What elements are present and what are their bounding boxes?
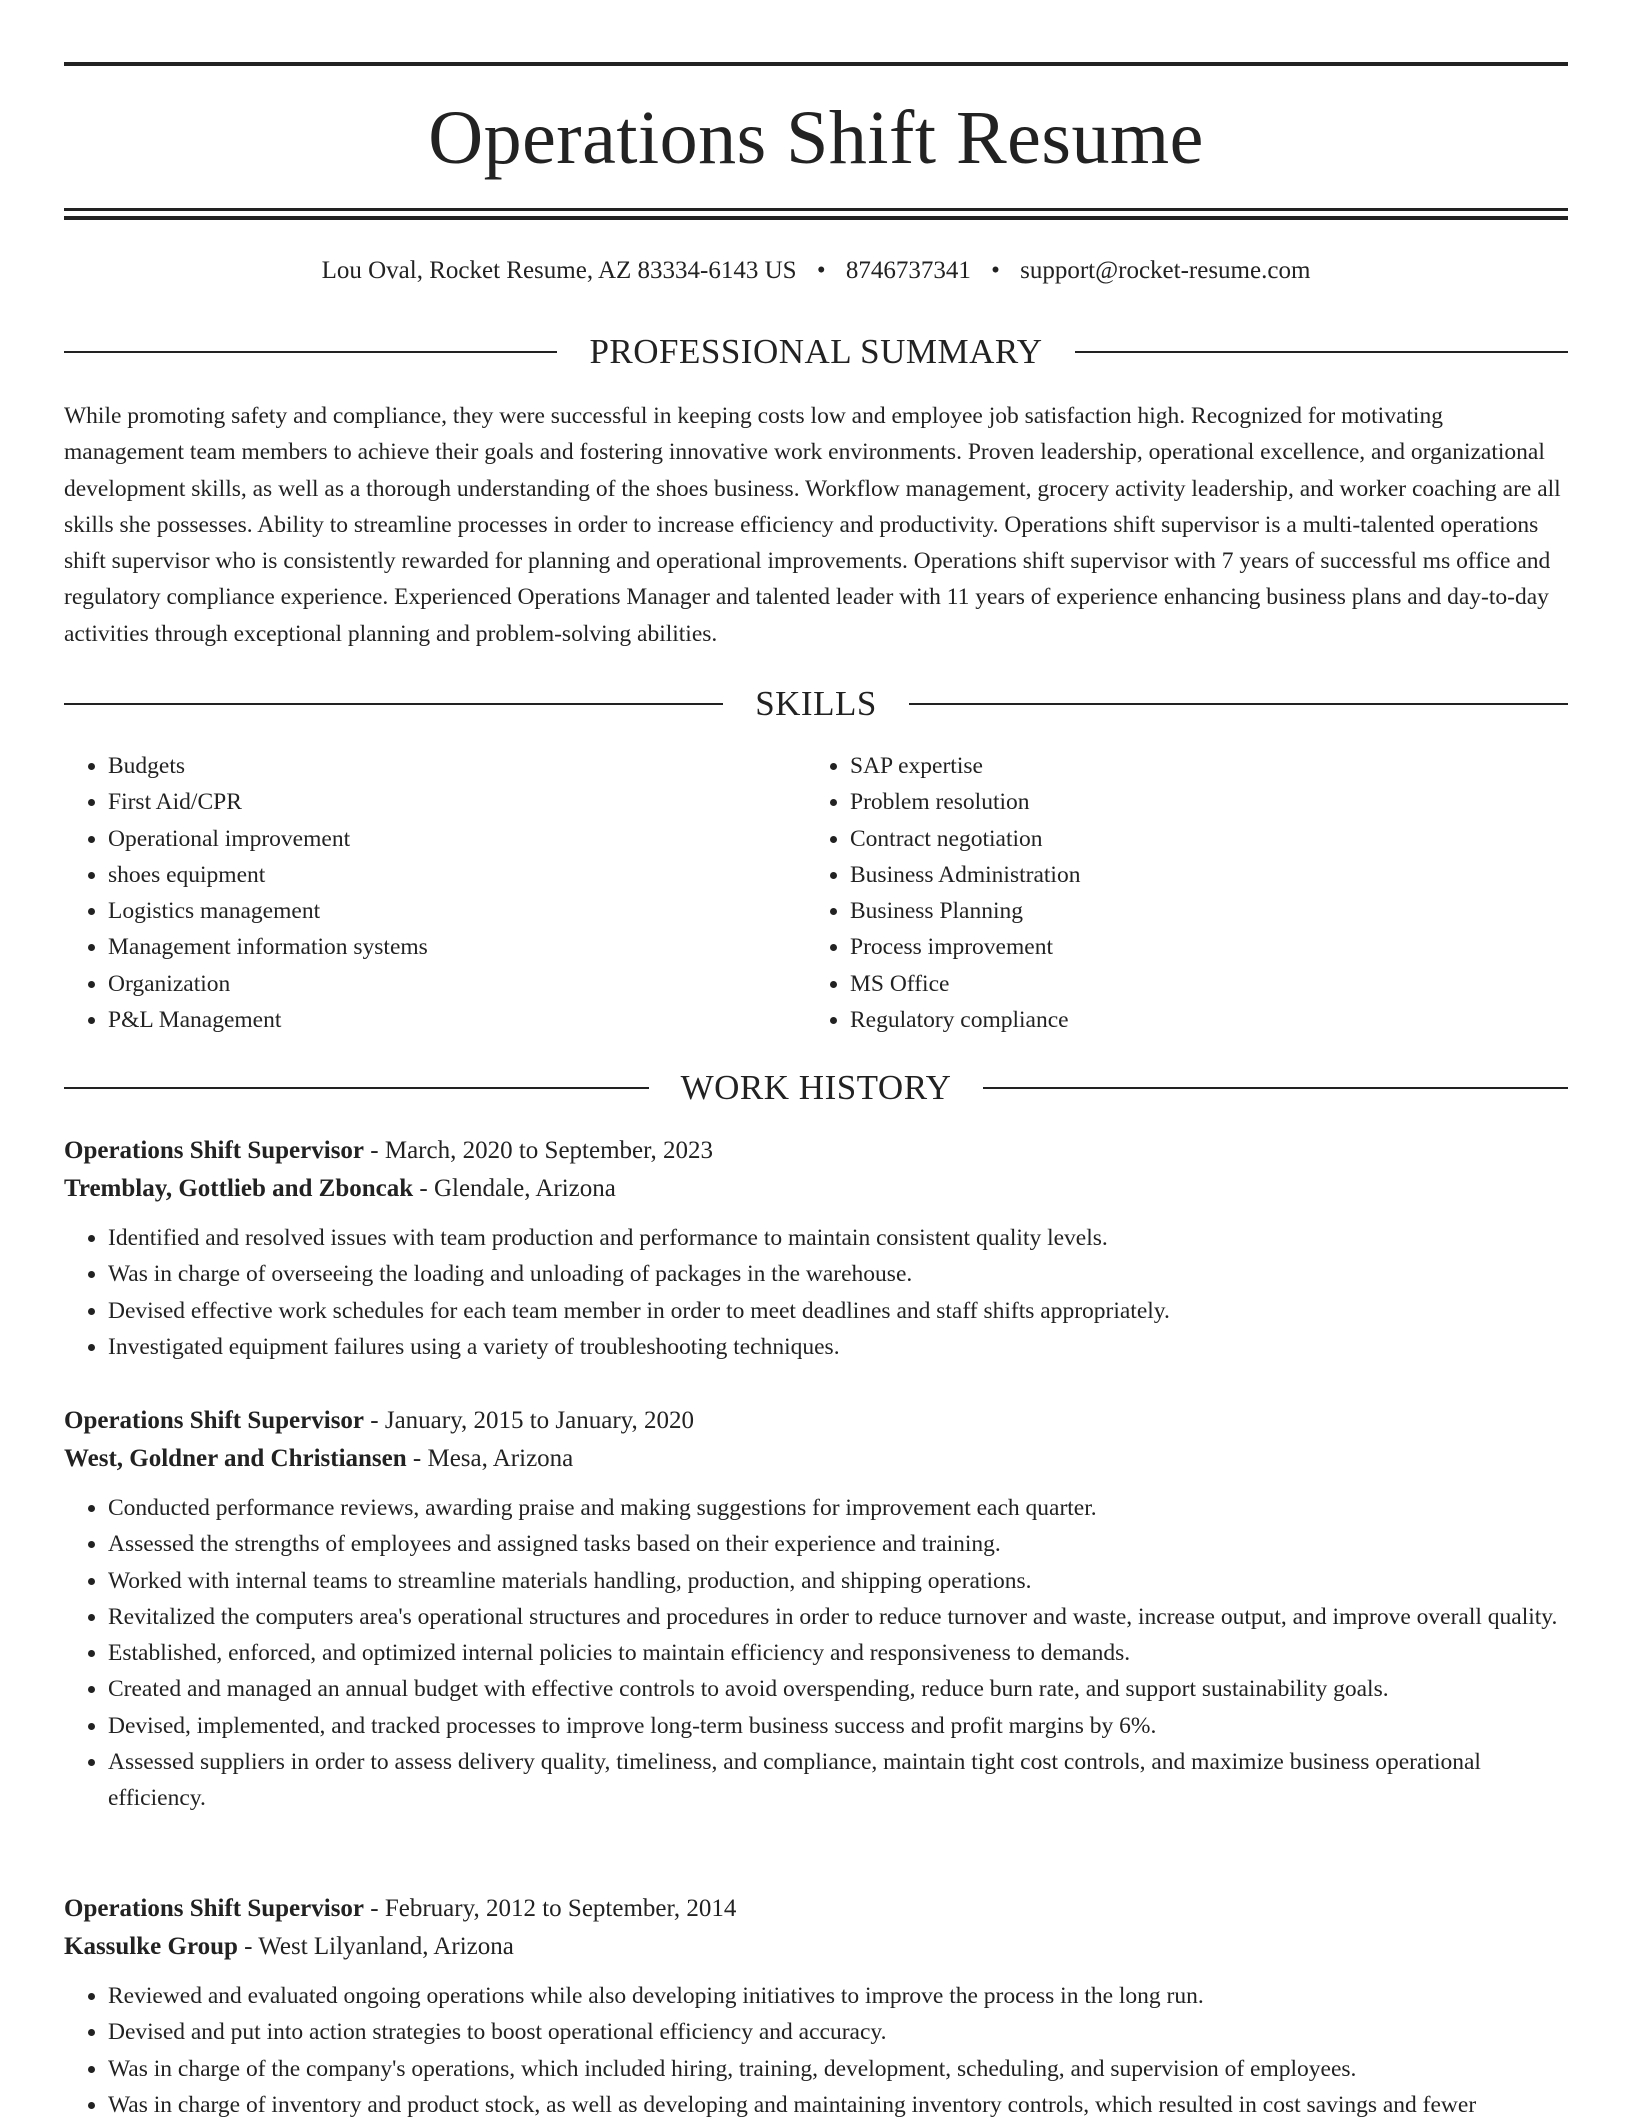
job-title-line: [64, 1132, 1568, 1170]
heading-rule: [983, 1087, 1568, 1089]
skill-item: • Management information systems: [108, 929, 806, 965]
job-company-line: [64, 1440, 1568, 1478]
job-bullet: • Revitalized the computers area's operational structures and procedures in order to reduce turnover and waste, increase output, and improve overall quality.: [108, 1599, 1568, 1635]
job-bullet: • Conducted performance reviews, awarding praise and making suggestions for improvement each quarter.: [108, 1490, 1568, 1526]
skill-item: • Operational improvement: [108, 821, 806, 857]
professional-summary-text: While promoting safety and compliance, they were successful in keeping costs low and employee job satisfaction high. Recognized for motivating management team members to achieve their goals and fostering innovative work environments. Proven leadership, operational excellence, and organizational development skills, as well as a thorough understanding of the shoes business. Workflow management, grocery activity leadership, and worker coaching are all skills she possesses. Ability to streamline processes in order to increase efficiency and productivity. Operations shift supervisor is a multi-talented operations shift supervisor who is consistently rewarded for planning and operational improvements. Operations shift supervisor with 7 years of successful ms office and regulatory compliance experience. Experienced Operations Manager and talented leader with 11 years of experience enhancing business plans and day-to-day activities through exceptional planning and problem-solving abilities.: [64, 403, 1561, 647]
summary-section-heading: [64, 330, 1568, 374]
skill-item: • Logistics management: [108, 893, 806, 929]
skill-item: • P&L Management: [108, 1002, 806, 1038]
job-entry: [64, 1132, 1568, 1365]
job-location: - West Lilyanland, Arizona: [237, 1933, 514, 1960]
job-bullet: • Assessed suppliers in order to assess delivery quality, timeliness, and compliance, maintain tight cost controls, and maximize business operational efficiency.: [108, 1744, 1568, 1817]
skills-heading-label: SKILLS: [755, 684, 877, 723]
job-title-line: [64, 1890, 1568, 1928]
job-bullet: • Was in charge of overseeing the loading and unloading of packages in the warehouse.: [108, 1256, 1568, 1292]
heading-rule: [1075, 351, 1568, 353]
job-location: - Glendale, Arizona: [413, 1175, 616, 1202]
job-location: - Mesa, Arizona: [406, 1445, 574, 1472]
contact-separator: •: [991, 257, 1000, 284]
job-company: Kassulke Group: [64, 1933, 238, 1960]
resume-title: Operations Shift Resume: [428, 96, 1204, 180]
skill-item: • MS Office: [850, 966, 1548, 1002]
skill-item: • Contract negotiation: [850, 821, 1548, 857]
job-title: Operations Shift Supervisor: [64, 1895, 365, 1922]
skills-list-right: [806, 748, 1548, 1038]
job-bullet: • Established, enforced, and optimized internal policies to maintain efficiency and responsiveness to demands.: [108, 1635, 1568, 1671]
job-title-line: [64, 1402, 1568, 1440]
title-double-rule: [64, 208, 1568, 220]
job-dates: - February, 2012 to September, 2014: [364, 1895, 737, 1922]
heading-rule: [64, 351, 557, 353]
skill-item: • Business Administration: [850, 857, 1548, 893]
job-bullet: • Identified and resolved issues with team production and performance to maintain consistent quality levels.: [108, 1220, 1568, 1256]
skill-item: • Business Planning: [850, 893, 1548, 929]
contact-phone: 8746737341: [845, 257, 971, 284]
skills-list-left: [64, 748, 806, 1038]
job-dates: - January, 2015 to January, 2020: [364, 1407, 695, 1434]
job-bullets: [64, 1490, 1568, 1817]
contact-email: support@rocket-resume.com: [1020, 257, 1311, 284]
job-bullet: • Worked with internal teams to streamline materials handling, production, and shipping operations.: [108, 1563, 1568, 1599]
work-history-heading-label: WORK HISTORY: [680, 1068, 952, 1107]
skills-columns: [64, 748, 1568, 1038]
job-bullet: • Reviewed and evaluated ongoing operations while also developing initiatives to improve the process in the long run.: [108, 1978, 1568, 2014]
job-entry: [64, 1402, 1568, 1817]
skill-item: • Regulatory compliance: [850, 1002, 1548, 1038]
heading-rule: [909, 703, 1568, 705]
job-dates: - March, 2020 to September, 2023: [364, 1137, 713, 1164]
job-bullet: • Devised effective work schedules for each team member in order to meet deadlines and staff shifts appropriately.: [108, 1293, 1568, 1329]
job-bullet: • Created and managed an annual budget with effective controls to avoid overspending, reduce burn rate, and support sustainability goals.: [108, 1671, 1568, 1707]
job-bullet: • Investigated equipment failures using a variety of troubleshooting techniques.: [108, 1329, 1568, 1365]
skill-item: • Process improvement: [850, 929, 1548, 965]
job-bullet: • Devised, implemented, and tracked processes to improve long-term business success and profit margins by 6%.: [108, 1708, 1568, 1744]
contact-address: Lou Oval, Rocket Resume, AZ 83334-6143 US: [321, 257, 797, 284]
job-bullet: • Assessed the strengths of employees and assigned tasks based on their experience and training.: [108, 1526, 1568, 1562]
heading-rule: [64, 1087, 649, 1089]
job-title: Operations Shift Supervisor: [64, 1137, 365, 1164]
job-bullet: • Was in charge of inventory and product stock, as well as developing and maintaining inventory controls, which resulted in cost savings and fewer: [108, 2087, 1568, 2123]
contact-line: [64, 254, 1568, 288]
heading-rule: [64, 703, 723, 705]
top-rule: [64, 62, 1568, 66]
skill-item: • First Aid/CPR: [108, 784, 806, 820]
skill-item: • shoes equipment: [108, 857, 806, 893]
skill-item: • Problem resolution: [850, 784, 1548, 820]
job-company-line: [64, 1170, 1568, 1208]
summary-heading-label: PROFESSIONAL SUMMARY: [589, 332, 1043, 371]
job-bullets: [64, 1220, 1568, 1365]
skills-section-heading: [64, 682, 1568, 726]
job-bullet: • Devised and put into action strategies to boost operational efficiency and accuracy.: [108, 2014, 1568, 2050]
job-company-line: [64, 1928, 1568, 1966]
job-bullet: • Was in charge of the company's operations, which included hiring, training, development, scheduling, and supervision of employees.: [108, 2051, 1568, 2087]
job-company: West, Goldner and Christiansen: [64, 1445, 407, 1472]
job-bullets: [64, 1978, 1568, 2123]
contact-separator: •: [816, 257, 826, 284]
skill-item: • SAP expertise: [850, 748, 1548, 784]
job-entry: [64, 1890, 1568, 2123]
skill-item: • Organization: [108, 966, 806, 1002]
job-company: Tremblay, Gottlieb and Zboncak: [64, 1175, 414, 1202]
skill-item: • Budgets: [108, 748, 806, 784]
work-history-section-heading: [64, 1066, 1568, 1110]
job-title: Operations Shift Supervisor: [64, 1407, 365, 1434]
